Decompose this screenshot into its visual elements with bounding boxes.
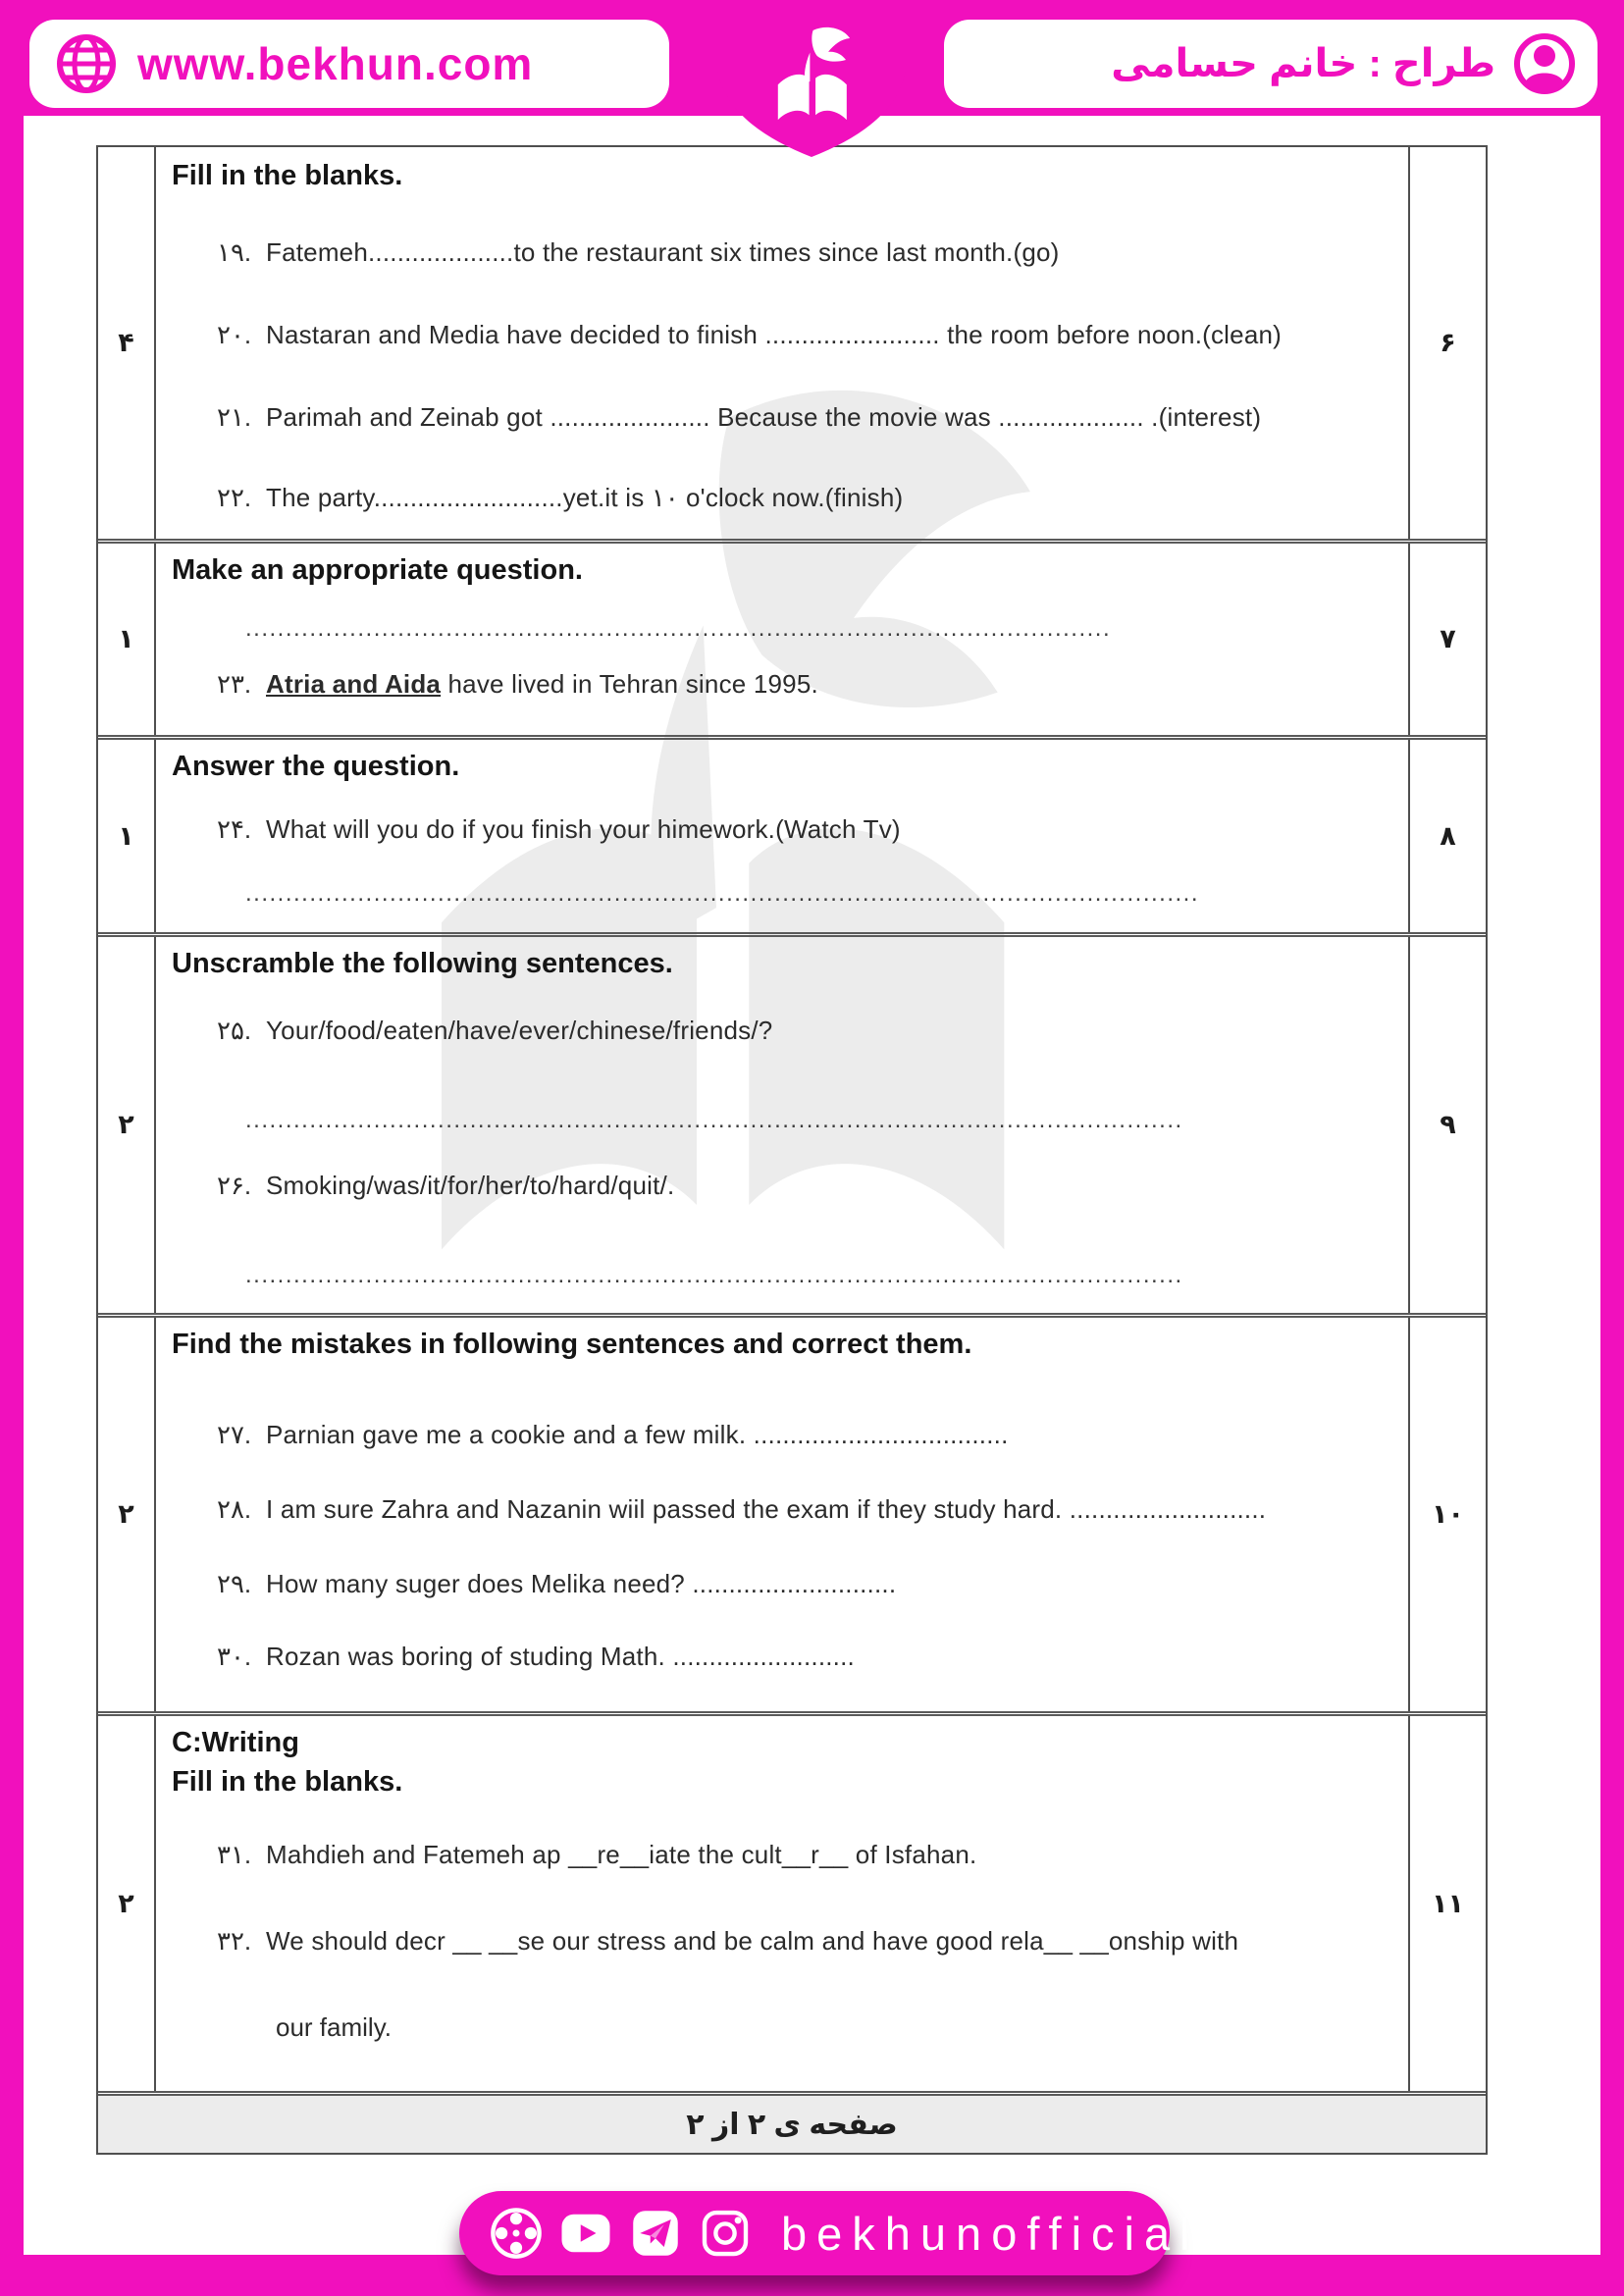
section-find-mistakes <box>98 1318 1486 1716</box>
question-24 <box>172 812 1398 846</box>
score-value: ۱ <box>118 624 134 653</box>
question-number: ۲۶. <box>217 1171 252 1200</box>
page-number-row <box>98 2096 1486 2153</box>
question-number: ۲۹. <box>217 1569 252 1598</box>
exam-table <box>96 145 1488 2155</box>
page-number-label: صفحه ی ۲ از ۲ <box>686 2108 898 2141</box>
section-title: Find the mistakes in following sentences and correct them. <box>172 1329 972 1360</box>
right-border-strip <box>1600 0 1624 2296</box>
section-title: Unscramble the following sentences. <box>172 948 673 979</box>
item-number: ۹ <box>1440 1110 1456 1139</box>
question-text: I am sure Zahra and Nazanin wiil passed the exam if they study hard. ........................... <box>266 1494 1267 1524</box>
section-fill-blanks <box>98 147 1486 544</box>
section-title: Answer the question. <box>172 751 460 782</box>
section-content <box>156 740 1408 932</box>
score-value: ۲ <box>118 1499 134 1529</box>
score-value: ۴ <box>118 328 134 357</box>
instagram-icon[interactable] <box>698 2206 753 2261</box>
question-text: We should decr __ __se our stress and be calm and have good rela__ __onship with <box>266 1926 1239 1956</box>
question-number: ۲۰. <box>217 320 252 349</box>
question-number: ۲۱. <box>217 402 252 432</box>
section-answer-question <box>98 740 1486 937</box>
designer-label: طراح : خانم حسامی <box>1111 42 1495 85</box>
globe-icon <box>55 32 118 95</box>
section-subtitle: Fill in the blanks. <box>172 1766 403 1798</box>
item-number: ۱۱ <box>1432 1888 1464 1918</box>
item-number: ۷ <box>1440 624 1456 653</box>
item-number-cell <box>1408 740 1486 932</box>
score-value: ۱ <box>118 820 134 851</box>
question-number: ۳۱. <box>217 1840 252 1869</box>
item-number: ۶ <box>1440 328 1456 357</box>
website-box <box>29 20 669 108</box>
section-content <box>156 937 1408 1313</box>
section-title: Make an appropriate question. <box>172 554 583 586</box>
telegram-icon[interactable] <box>628 2206 683 2261</box>
score-value: ۲ <box>118 1110 134 1139</box>
question-number: ۲۸. <box>217 1494 252 1524</box>
question-text: What will you do if you finish your himework.(Watch Tv) <box>266 814 901 844</box>
score-cell <box>98 937 156 1313</box>
question-27 <box>172 1418 1398 1451</box>
person-icon <box>1513 32 1576 95</box>
section-content <box>156 544 1408 735</box>
question-26 <box>172 1169 1398 1202</box>
question-number: ۲۴. <box>217 814 252 844</box>
answer-line: ..................................................................................................................... <box>245 1262 1183 1288</box>
item-number-cell <box>1408 1318 1486 1711</box>
aparat-icon[interactable] <box>489 2206 544 2261</box>
score-cell <box>98 147 156 539</box>
answer-line: ....................................................................................................................... <box>245 880 1199 907</box>
question-30 <box>172 1640 1398 1673</box>
score-cell <box>98 1318 156 1711</box>
question-22 <box>172 481 1398 514</box>
item-number: ۸ <box>1440 820 1456 851</box>
left-border-strip <box>0 0 24 2296</box>
question-emphasis: Atria and Aida <box>266 669 442 699</box>
question-text: The party..........................yet.it is ۱۰ o'clock now.(finish) <box>266 483 904 512</box>
score-cell <box>98 740 156 932</box>
score-cell <box>98 1716 156 2091</box>
score-cell <box>98 544 156 735</box>
question-number: ۲۲. <box>217 483 252 512</box>
question-29 <box>172 1567 1398 1600</box>
youtube-icon[interactable] <box>558 2206 613 2261</box>
question-32-continued: our family. <box>276 2012 392 2042</box>
question-text: Parnian gave me a cookie and a few milk. ................................... <box>266 1420 1009 1449</box>
question-text: Smoking/was/it/for/her/to/hard/quit/. <box>266 1171 675 1200</box>
question-number: ۳۰. <box>217 1642 252 1671</box>
answer-line: ..................................................................................................................... <box>245 1107 1183 1133</box>
section-title: C:Writing <box>172 1727 299 1758</box>
item-number-cell <box>1408 1716 1486 2091</box>
question-21 <box>172 400 1398 434</box>
question-number: ۲۵. <box>217 1016 252 1045</box>
question-number: ۲۳. <box>217 669 252 699</box>
question-text: Rozan was boring of studing Math. ......................... <box>266 1642 855 1671</box>
question-20 <box>172 318 1398 351</box>
answer-line: ............................................................................................................ <box>245 615 1112 642</box>
section-content <box>156 1716 1408 2091</box>
question-text: Mahdieh and Fatemeh ap __re__iate the cult__r__ of Isfahan. <box>266 1840 977 1869</box>
question-text: Parimah and Zeinab got ...................... Because the movie was .................... .(interest) <box>266 402 1262 432</box>
section-writing <box>98 1716 1486 2096</box>
score-value: ۲ <box>118 1888 134 1918</box>
social-pill[interactable] <box>459 2191 1200 2275</box>
question-25 <box>172 1014 1398 1047</box>
website-link[interactable]: www.bekhun.com <box>137 38 534 89</box>
social-handle[interactable]: bekhunofficial <box>781 2207 1200 2260</box>
question-number: ۳۲. <box>217 1926 252 1956</box>
item-number: ۱۰ <box>1432 1499 1464 1529</box>
bekhun-logo-icon <box>763 26 860 124</box>
question-text: have lived in Tehran since 1995. <box>441 669 818 699</box>
item-number-cell <box>1408 937 1486 1313</box>
question-32 <box>172 1924 1398 1957</box>
section-make-question <box>98 544 1486 740</box>
section-content <box>156 1318 1408 1711</box>
question-text: Your/food/eaten/have/ever/chinese/friends/? <box>266 1016 773 1045</box>
question-28 <box>172 1492 1398 1526</box>
question-number: ۱۹. <box>217 237 252 267</box>
question-23 <box>172 667 1398 701</box>
section-content <box>156 147 1408 539</box>
section-unscramble <box>98 937 1486 1318</box>
item-number-cell <box>1408 147 1486 539</box>
question-text: Nastaran and Media have decided to finish ........................ the room before noon.(clean) <box>266 320 1282 349</box>
question-number: ۲۷. <box>217 1420 252 1449</box>
question-text: Fatemeh....................to the restaurant six times since last month.(go) <box>266 237 1060 267</box>
question-31 <box>172 1838 1398 1871</box>
item-number-cell <box>1408 544 1486 735</box>
question-text: How many suger does Melika need? ............................ <box>266 1569 897 1598</box>
section-title: Fill in the blanks. <box>172 160 403 191</box>
question-19 <box>172 235 1398 269</box>
designer-box <box>944 20 1598 108</box>
